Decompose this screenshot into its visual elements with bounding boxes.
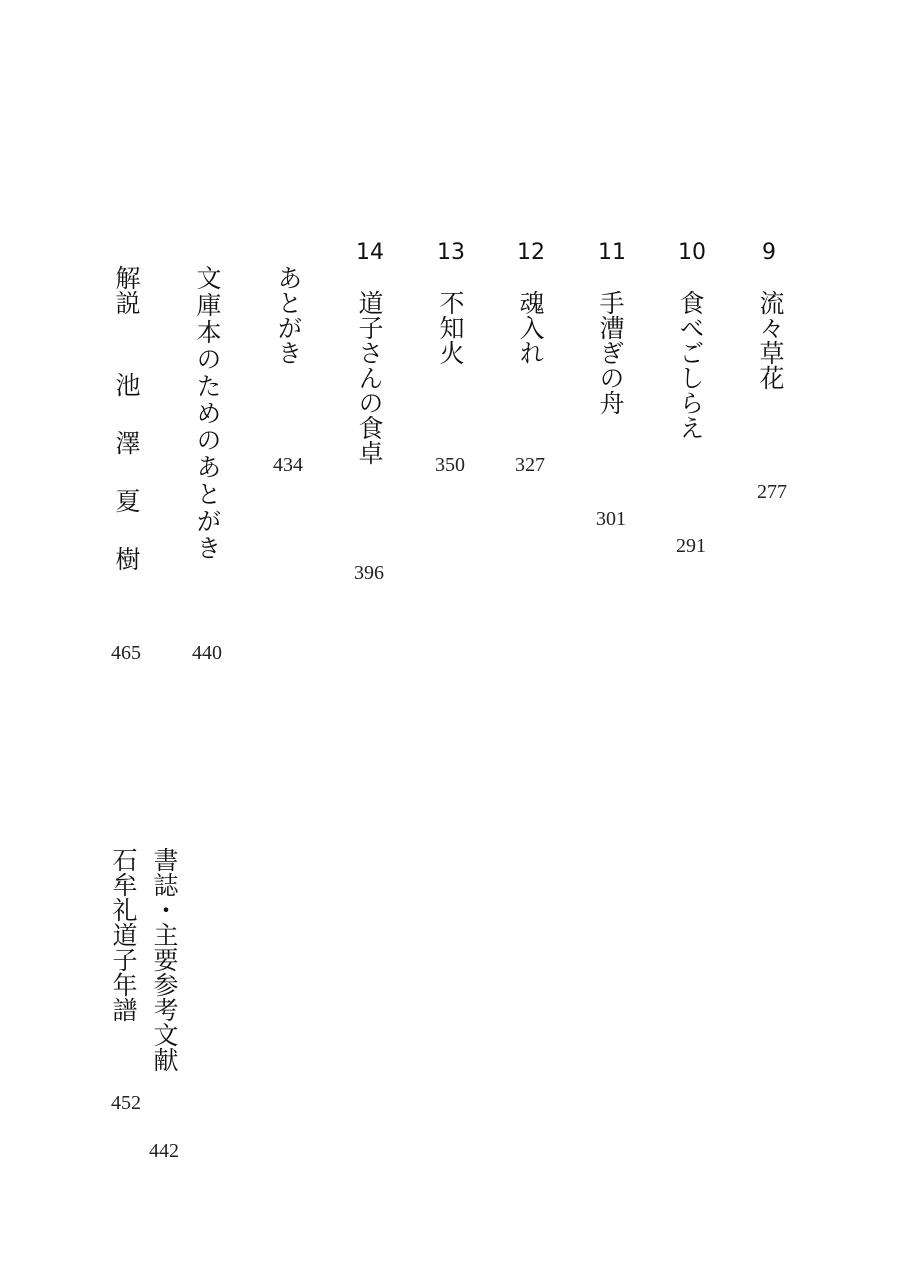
chronology-page: 452 bbox=[111, 1092, 141, 1114]
bibliography-title: 書誌・主要参考文献 bbox=[150, 847, 179, 1072]
chapter-number: 10 bbox=[678, 240, 706, 265]
chronology-title: 石牟礼道子年譜 bbox=[109, 847, 138, 1022]
chapter-number: 13 bbox=[437, 240, 465, 265]
chapter-title: 道子さんの食卓 bbox=[355, 290, 384, 465]
bunko-afterword-page: 440 bbox=[192, 642, 222, 664]
chapter-page: 301 bbox=[596, 508, 626, 530]
chapter-title: 流々草花 bbox=[756, 290, 785, 390]
chapter-page: 350 bbox=[435, 454, 465, 476]
commentary-author: 池澤夏樹 bbox=[112, 372, 141, 604]
commentary-page: 465 bbox=[111, 642, 141, 664]
chapter-page: 396 bbox=[354, 562, 384, 584]
chapter-page: 291 bbox=[676, 535, 706, 557]
chapter-page: 327 bbox=[515, 454, 545, 476]
bunko-afterword-title: 文庫本のためのあとがき bbox=[193, 265, 222, 562]
chapter-title: 魂入れ bbox=[516, 290, 545, 365]
chapter-number: 11 bbox=[598, 240, 626, 265]
chapter-page: 277 bbox=[757, 481, 787, 503]
commentary-title: 解説 bbox=[112, 265, 141, 315]
chapter-title: 不知火 bbox=[436, 290, 465, 365]
chapter-number: 14 bbox=[356, 240, 384, 265]
afterword-page: 434 bbox=[273, 454, 303, 476]
chapter-title: 手漕ぎの舟 bbox=[596, 290, 625, 415]
chapter-number: 12 bbox=[517, 240, 545, 265]
chapter-number: 9 bbox=[762, 240, 776, 265]
afterword-title: あとがき bbox=[274, 265, 303, 365]
bibliography-page: 442 bbox=[149, 1140, 179, 1162]
chapter-title: 食べごしらえ bbox=[676, 290, 705, 440]
